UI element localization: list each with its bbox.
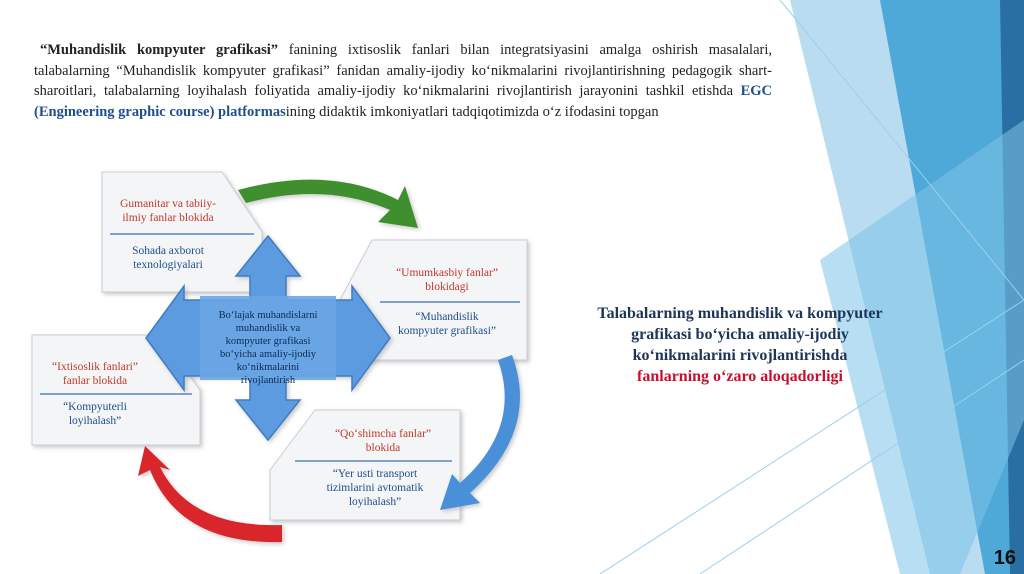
red-cycle-arrow (138, 446, 282, 542)
box-left-sub-2: loyihalash” (68, 415, 122, 427)
box-right-title-1: “Umumkasbiy fanlar” (396, 267, 498, 279)
box-bottom-title-1: “Qo‘shimcha fanlar” (334, 428, 432, 440)
side-caption-line-1: Talabalarning muhandislik va kompyuter (597, 305, 883, 322)
center-line-6: rivojlantirish (240, 375, 296, 386)
box-bottom-sub-1: “Yer usti transport (332, 468, 418, 480)
page-number: 16 (993, 547, 1016, 569)
side-caption-line-4: fanlarning o‘zaro aloqadorligi (637, 368, 843, 385)
box-top-left-sub-1: Sohada axborot (132, 245, 204, 257)
box-left-title-2: fanlar blokida (62, 375, 128, 387)
box-bottom-sub-3: loyihalash” (348, 496, 402, 508)
box-top-left-sub-2: texnologiyalari (133, 259, 203, 271)
side-caption-line-2: grafikasi bo‘yicha amaliy-ijodiy (631, 326, 849, 343)
center-line-5: ko‘nikmalarini (236, 362, 300, 373)
box-top-left-title-2: ilmiy fanlar blokida (122, 212, 214, 224)
intro-text-2: ining didaktik imkoniyatlari tadqiqotimizda o‘z ifodasini topgan (285, 103, 659, 120)
box-bottom-title-2: blokida (365, 442, 401, 454)
center-line-1: Bo‘lajak muhandislarni (218, 310, 318, 321)
box-right-sub-2: kompyuter grafikasi” (397, 325, 497, 337)
intro-text-1: fanining ixtisoslik fanlari bilan integratsiyasini amalga oshirish masalalari, talabalarning “Muhandislik kompyuter grafikasi” fanidan amaliy-ijodiy ko‘nikmalarini rivojlantirishning pedagogik shart-sharoitlari, talabalarning loyihalash foliyatida amaliy-ijodiy ko‘nikmalarini rivojlantirish jarayonini tashkil etishda (34, 42, 772, 99)
box-right-sub-1: “Muhandislik (415, 311, 479, 323)
center-line-4: bo‘yicha amaliy-ijodiy (220, 349, 316, 360)
intro-highlight: EGC (Engineering graphic course) platformas (34, 83, 772, 120)
box-right-title-2: blokidagi (425, 281, 469, 293)
box-bottom-sub-2: tizimlarini avtomatik (326, 482, 424, 494)
center-line-2: muhandislik va (235, 323, 301, 334)
green-cycle-arrow (238, 180, 418, 228)
box-left-title-1: “Ixtisoslik fanlari” (52, 361, 138, 373)
side-caption-line-3: ko‘nikmalarini rivojlantirishda (632, 347, 848, 364)
side-caption (560, 303, 920, 387)
center-line-3: kompyuter grafikasi (225, 336, 311, 347)
box-top-left-title-1: Gumanitar va tabiiy- (120, 198, 216, 210)
box-left-sub-1: “Kompyuterli (63, 401, 127, 413)
intro-quote-title: “Muhandislik kompyuter grafikasi” (40, 42, 278, 58)
